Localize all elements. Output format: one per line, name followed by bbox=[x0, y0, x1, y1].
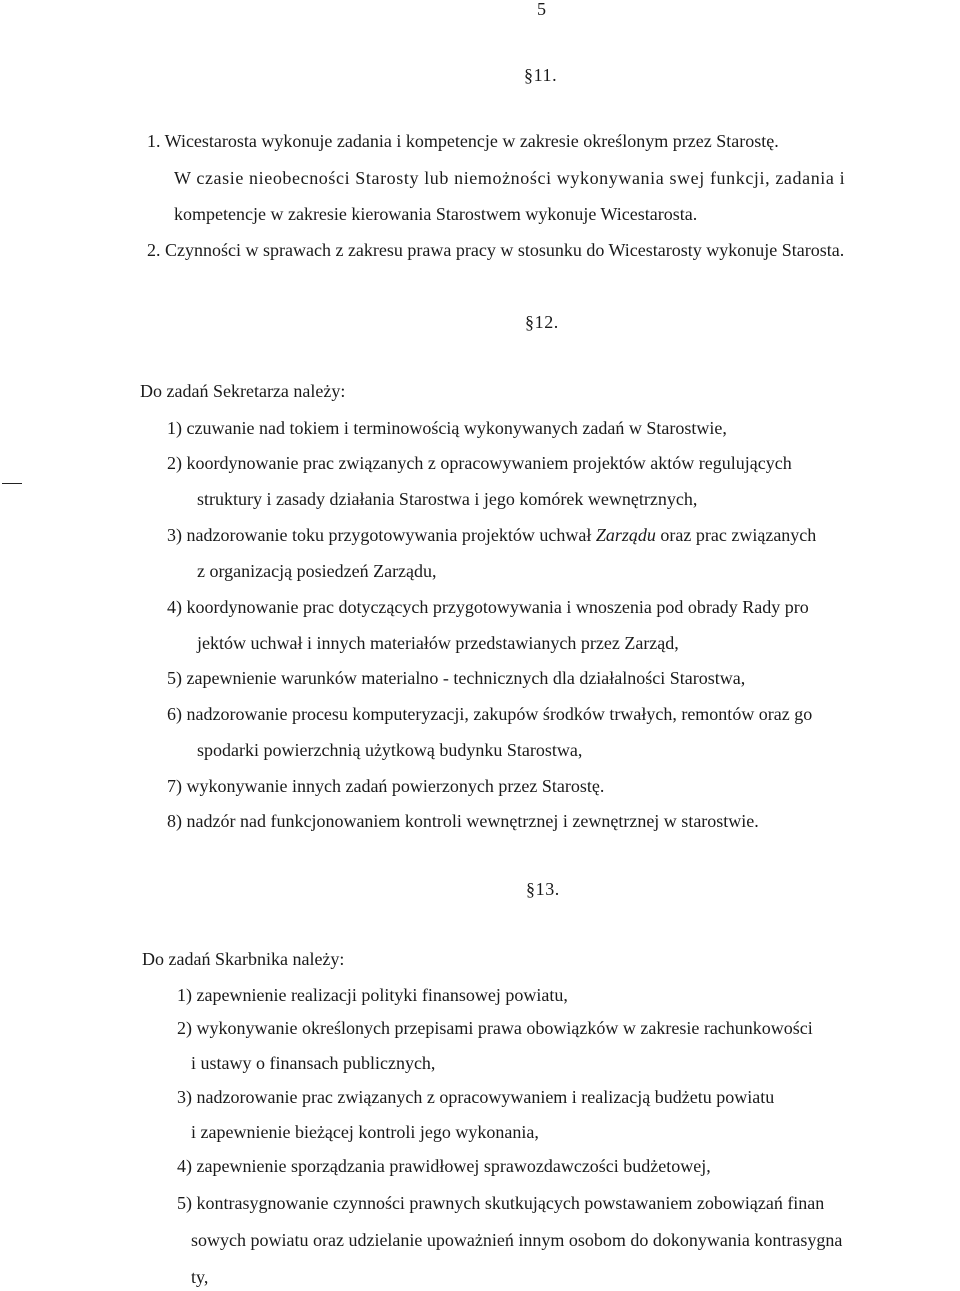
section-12-item-4-line-2: jektów uchwał i innych materiałów przedstawianych przez Zarząd, bbox=[197, 633, 679, 653]
section-12-item-2-line-2: struktury i zasady działania Starostwa i jego komórek wewnętrznych, bbox=[197, 489, 698, 509]
section-12-item-3-line-2: z organizacją posiedzeń Zarządu, bbox=[197, 561, 437, 581]
section-11-item-1-line-2: W czasie nieobecności Starosty lub niemożności wykonywania swej funkcji, zadania i bbox=[174, 168, 846, 188]
section-12-item-8: 8) nadzór nad funkcjonowaniem kontroli wewnętrznej i zewnętrznej w starostwie. bbox=[167, 811, 759, 831]
section-12-item-3-line-1 bbox=[167, 524, 816, 546]
section-13-item-1: 1) zapewnienie realizacji polityki finansowej powiatu, bbox=[177, 985, 568, 1005]
section-13-item-2-line-1: 2) wykonywanie określonych przepisami prawa obowiązków w zakresie rachunkowości bbox=[177, 1018, 813, 1038]
section-11-heading: §11. bbox=[524, 65, 558, 85]
section-11-item-1-line-1: 1. Wicestarosta wykonuje zadania i kompetencje w zakresie określonym przez Starostę. bbox=[147, 131, 779, 151]
section-12-item-5: 5) zapewnienie warunków materialno - technicznych dla działalności Starostwa, bbox=[167, 668, 746, 688]
section-13-item-4: 4) zapewnienie sporządzania prawidłowej sprawozdawczości budżetowej, bbox=[177, 1156, 711, 1176]
section-12-item-3-text-end: oraz prac związanych bbox=[655, 525, 817, 545]
section-13-item-5-line-3: ty, bbox=[191, 1267, 209, 1287]
page-number: 5 bbox=[537, 0, 546, 19]
margin-dash bbox=[2, 483, 22, 484]
section-12-item-2-line-1: 2) koordynowanie prac związanych z opracowywaniem projektów aktów regulujących bbox=[167, 453, 792, 473]
section-13-heading: §13. bbox=[526, 879, 560, 899]
section-13-item-2-line-2: i ustawy o finansach publicznych, bbox=[191, 1053, 436, 1073]
section-12-item-7: 7) wykonywanie innych zadań powierzonych przez Starostę. bbox=[167, 776, 605, 796]
section-12-item-1: 1) czuwanie nad tokiem i terminowością wykonywanych zadań w Starostwie, bbox=[167, 418, 727, 438]
section-13-item-3-line-1: 3) nadzorowanie prac związanych z opracowywaniem i realizacją budżetu powiatu bbox=[177, 1087, 775, 1107]
section-12-item-6-line-2: spodarki powierzchnią użytkową budynku Starostwa, bbox=[197, 740, 583, 760]
section-12-item-3-italic: Zarządu bbox=[595, 525, 656, 545]
section-12-intro: Do zadań Sekretarza należy: bbox=[140, 381, 346, 401]
section-12-item-4-line-1: 4) koordynowanie prac dotyczących przygotowywania i wnoszenia pod obrady Rady pro bbox=[167, 597, 809, 617]
section-13-intro: Do zadań Skarbnika należy: bbox=[142, 949, 345, 969]
section-13-item-5-line-1: 5) kontrasygnowanie czynności prawnych skutkujących powstawaniem zobowiązań finan bbox=[177, 1193, 825, 1213]
section-11-item-1-line-3: kompetencje w zakresie kierowania Starostwem wykonuje Wicestarosta. bbox=[174, 204, 698, 224]
section-11-item-2: 2. Czynności w sprawach z zakresu prawa pracy w stosunku do Wicestarosty wykonuje Starosta. bbox=[147, 240, 845, 260]
section-13-item-5-line-2: sowych powiatu oraz udzielanie upoważnień innym osobom do dokonywania kontrasygna bbox=[191, 1230, 843, 1250]
section-12-item-3-text: 3) nadzorowanie toku przygotowywania projektów uchwał bbox=[167, 525, 596, 545]
section-12-item-6-line-1: 6) nadzorowanie procesu komputeryzacji, zakupów środków trwałych, remontów oraz go bbox=[167, 704, 813, 724]
section-12-heading: §12. bbox=[525, 312, 559, 332]
section-13-item-3-line-2: i zapewnienie bieżącej kontroli jego wykonania, bbox=[191, 1122, 539, 1142]
